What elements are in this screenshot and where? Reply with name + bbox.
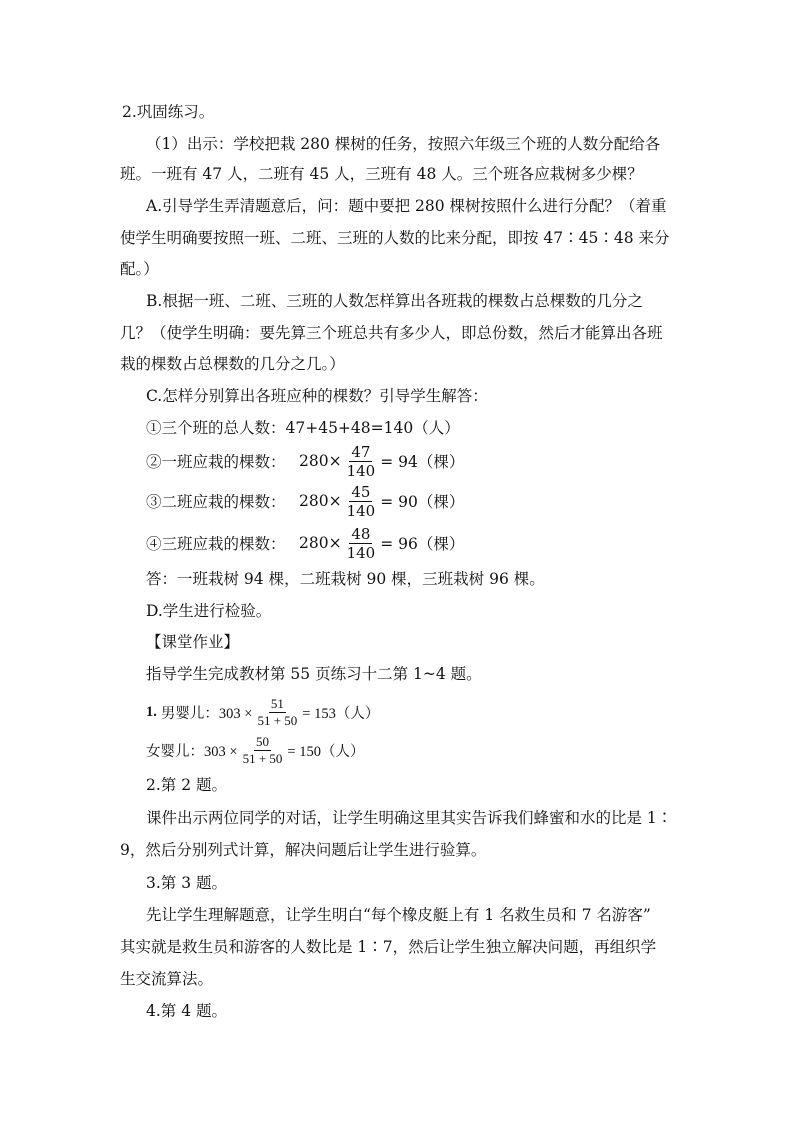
solution-result: = 150（人） [287,743,365,760]
equation-label: ③二班应栽的棵数： [146,493,286,511]
paragraph-line: 其实就是救生员和游客的人数比是 1∶7，然后让学生独立解决问题，再组织学 [120,938,657,956]
section-heading-practice: 2.巩固练习。 [122,103,215,121]
homework-solution-girls [146,728,364,772]
equation-total: ①三个班的总人数：47+45+48=140（人） [146,419,460,437]
fraction [241,734,285,767]
fraction [255,696,299,729]
equation-result: = 90（棵） [380,493,465,511]
paragraph-line: （1）出示：学校把栽 280 棵树的任务，按照六年级三个班的人数分配给各 [146,135,661,153]
paragraph-line: A.引导学生弄清题意后，问：题中要把 280 棵树按照什么进行分配？（着重 [146,197,667,215]
fraction [345,525,378,562]
solution-index: 1. [146,703,157,720]
equation-label: ④三班应栽的棵数： [146,535,286,553]
equation-label: ②一班应栽的棵数： [146,453,286,471]
fraction-denominator: 140 [346,461,376,480]
fraction-denominator: 140 [346,543,376,562]
paragraph-line: 生交流算法。 [120,970,214,988]
paragraph-line: 课件出示两位同学的对话，让学生明确这里其实告诉我们蜂蜜和水的比是 1∶ [146,809,673,827]
paragraph-line: B.根据一班、二班、三班的人数怎样算出各班栽的棵数占总棵数的几分之 [146,292,643,310]
fraction-numerator: 50 [255,733,269,749]
fraction-numerator: 47 [351,442,371,461]
answer-line: 答：一班栽树 94 棵，二班栽树 90 棵，三班栽树 96 棵。 [146,570,545,588]
equation-class-3 [146,520,464,566]
paragraph-line: 使学生明确要按照一班、二班、三班的人数的比来分配，即按 47∶45∶48 来分 [120,229,670,247]
paragraph-line: 2.第 2 题。 [146,776,228,794]
homework-heading: 【课堂作业】 [146,633,240,651]
paragraph-line: 指导学生完成教材第 55 页练习十二第 1~4 题。 [146,665,482,683]
fraction-denominator: 140 [346,501,376,520]
equation-class-2 [146,478,464,524]
solution-label: 女婴儿：303 × [146,743,238,760]
paragraph-line: 几？（使学生明确：要先算三个班总共有多少人，即总份数，然后才能算出各班 [120,324,663,342]
equation-result: = 94（棵） [380,453,465,471]
fraction-denominator: 51 + 50 [242,750,283,766]
paragraph-line: C.怎样分别算出各班应种的棵数？引导学生解答： [146,387,488,405]
equation-left: 280× [299,452,342,470]
fraction-numerator: 45 [351,482,371,501]
paragraph-line: 班。一班有 47 人，二班有 45 人，三班有 48 人。三个班各应栽树多少棵？ [120,165,643,183]
paragraph-line: 9，然后分别列式计算，解决问题后让学生进行验算。 [120,841,487,859]
paragraph-line: 4.第 4 题。 [146,1002,228,1020]
fraction-numerator: 48 [351,524,371,543]
paragraph-line: 配。） [120,260,159,278]
fraction [345,483,378,520]
equation-left: 280× [299,492,342,510]
solution-label: 男婴儿：303 × [160,705,253,722]
fraction-denominator: 51 + 50 [257,712,298,728]
fraction-numerator: 51 [270,695,284,711]
paragraph-line: 栽的棵数占总棵数的几分之几。） [120,355,345,373]
fraction [345,443,378,480]
equation-left: 280× [299,534,342,552]
equation-result: = 96（棵） [380,535,465,553]
paragraph-line: 3.第 3 题。 [146,874,228,892]
solution-result: = 153（人） [302,705,380,722]
paragraph-line: 先让学生理解题意，让学生明白“每个橡皮艇上有 1 名救生员和 7 名游客” [146,906,651,924]
paragraph-line: D.学生进行检验。 [146,602,272,620]
